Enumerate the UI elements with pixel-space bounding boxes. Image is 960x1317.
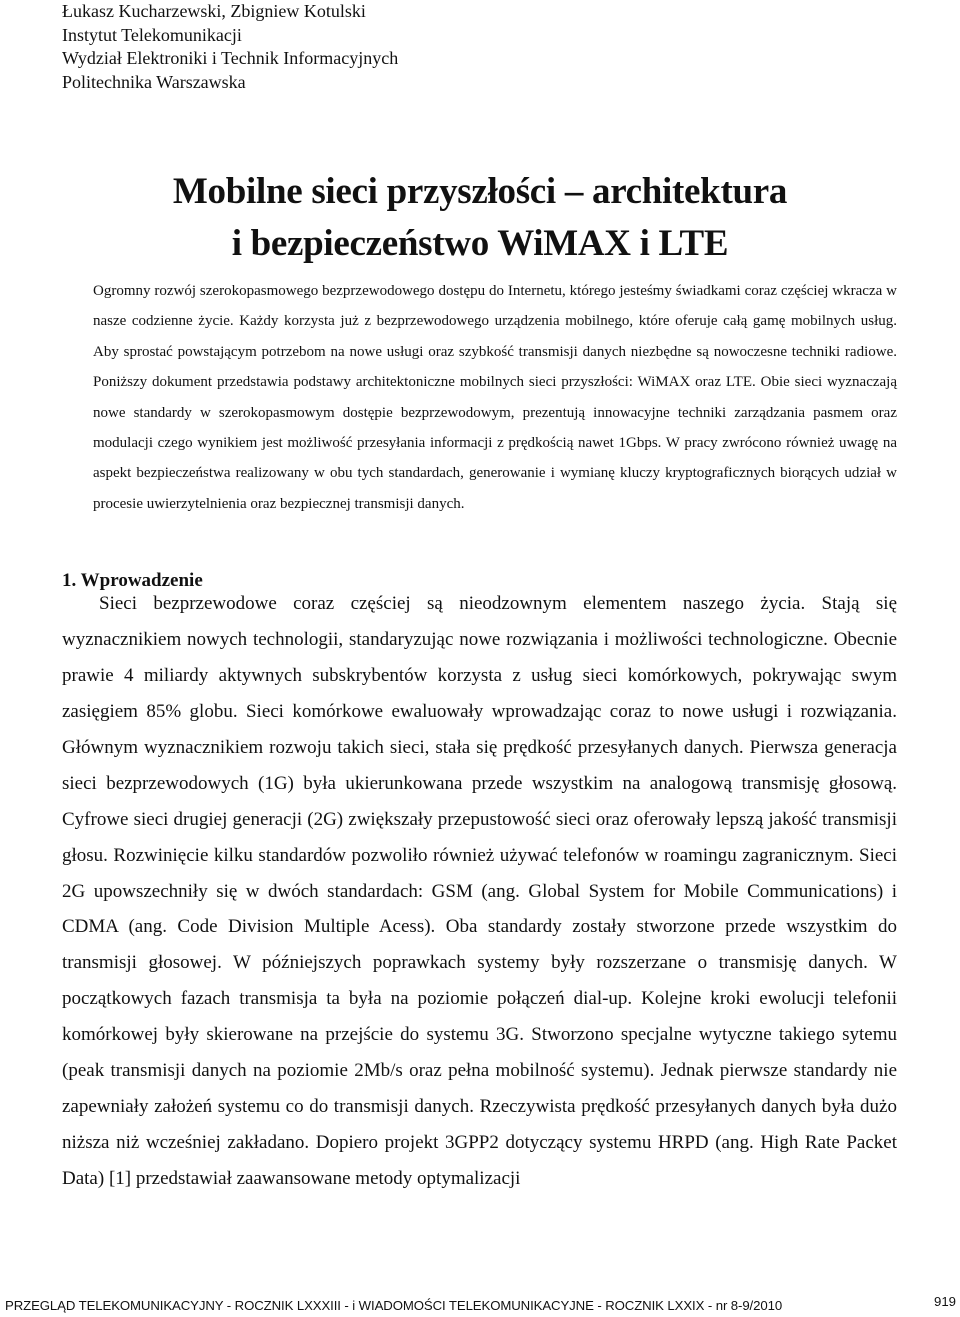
section-number: 1. bbox=[62, 570, 77, 591]
abstract-text: Ogromny rozwój szerokopasmowego bezprzewodowego dostępu do Internetu, którego jesteśmy świadkami coraz częściej wkracza w nasze codzienne życie. Każdy korzysta już z bezprzewodowego urządzenia mobilnego, które oferuje całą gamę mobilnych usług. Aby sprostać powstającym potrzebom na nowe usługi oraz szybkość transmisji danych niezbędne są nowoczesne techniki radiowe. Poniższy dokument przedstawia podstawy architektoniczne mobilnych sieci przyszłości: WiMAX oraz LTE. Obie sieci wyznaczają nowe standardy w szerokopasmowym dostępie bezprzewodowym, prezentują innowacyjne techniki zarządzania pasmem oraz modulacji czego wynikiem jest możliwość przesyłania informacji z prędkością nawet 1Gbps. W pracy zwrócono również uwagę na aspekt bezpieczeństwa realizowany w obu tych standardach, generowanie i wymianę kluczy kryptograficznych biorących udział w procesie uwierzytelnienia oraz bezpiecznej transmisji danych. bbox=[93, 283, 897, 512]
page-footer bbox=[0, 1294, 960, 1316]
paper-title bbox=[0, 166, 960, 270]
page-number: 919 bbox=[933, 1294, 956, 1309]
paper-title-line-1: Mobilne sieci przyszłości – architektura bbox=[172, 171, 788, 212]
section-title: Wprowadzenie bbox=[80, 570, 203, 591]
author-institute: Instytut Telekomunikacji bbox=[62, 24, 242, 45]
author-block bbox=[62, 0, 662, 94]
paper-title-line-2: i bezpieczeństwo WiMAX i LTE bbox=[231, 223, 729, 264]
author-university: Politechnika Warszawska bbox=[62, 71, 246, 92]
body-paragraph: Sieci bezprzewodowe coraz częściej są nieodzownym elementem naszego życia. Stają się wyznacznikiem nowych technologii, standaryzując nowe rozwiązania i możliwości technologiczne. Obecnie prawie 4 miliardy aktywnych subskrybentów korzysta z usług sieci komórkowych, pokrywając swym zasięgiem 85% globu. Sieci komórkowe ewaluowały wprowadzając coraz to nowe usługi i rozwiązania. Głównym wyznacznikiem rozwoju takich sieci, stała się prędkość przesyłanych danych. Pierwsza generacja sieci bezprzewodowych (1G) była ukierunkowana przede wszystkim na analogową transmisję głosową. Cyfrowe sieci drugiej generacji (2G) zwiększały przepustowość sieci oraz oferowały lepszą jakość transmisji głosu. Rozwinięcie kilku standardów pozwoliło również używać telefonów w roamingu zagranicznym. Sieci 2G upowszechniły się w dwóch standardach: GSM (ang. Global System for Mobile Communications) i CDMA (ang. Code Division Multiple Acess). Oba standardy zostały stworzone przede wszystkim do transmisji głosowej. W późniejszych poprawkach systemy były rozszerzane o transmisję danych. W początkowych fazach transmisja ta była na poziomie połączeń dial-up. Kolejne kroki ewolucji telefonii komórkowej były skierowane na przejście do systemu 3G. Stworzono specjalne wytyczne takiego sytemu (peak transmisji danych na poziomie 2Mb/s oraz pełna mobilność systemu). Jednak pierwsze standardy nie zapewniały założeń systemu co do transmisji danych. Rzeczywista prędkość przesyłanych danych była dużo niższa niż wcześniej zakładano. Dopiero projekt 3GPP2 dotyczący systemu HRPD (ang. High Rate Packet Data) [1] przedstawiał zaawansowane metody optymalizacji bbox=[62, 593, 897, 1189]
author-names: Łukasz Kucharzewski, Zbigniew Kotulski bbox=[62, 1, 366, 21]
journal-footer: PRZEGLĄD TELEKOMUNIKACYJNY - ROCZNIK LXXXIII - i WIADOMOŚCI TELEKOMUNIKACYJNE - ROCZNIK LXXIX - nr 8-9/2010 bbox=[5, 1298, 783, 1313]
abstract bbox=[93, 276, 897, 519]
author-faculty: Wydział Elektroniki i Technik Informacyjnych bbox=[62, 48, 399, 68]
section-body bbox=[62, 586, 897, 1197]
